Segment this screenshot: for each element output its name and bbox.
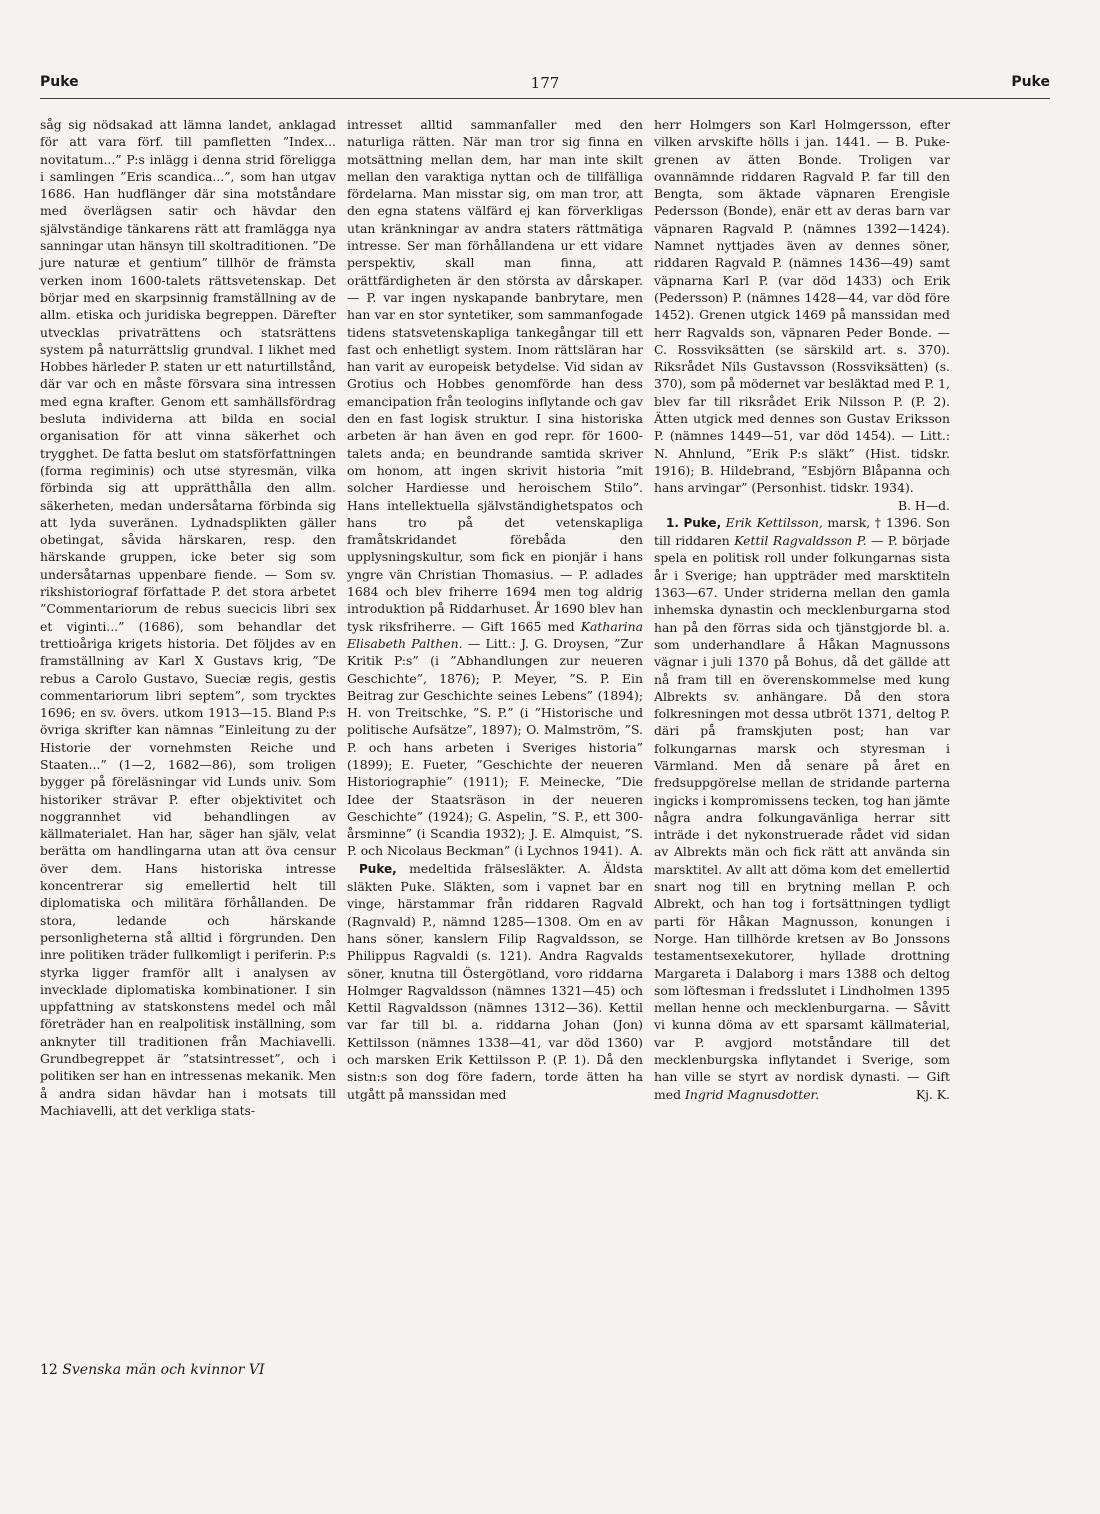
entry-erik-intro: marsk, † 1396. Son till riddaren — [654, 514, 950, 549]
running-head-left: Puke — [40, 74, 79, 90]
column-1-text: såg sig nödsakad att lämna landet, anklagad för att vara förf. till pamfletten ”Index... novitatum...” P:s inlägg i denna strid föreligga i samlingen ”Eris scandica...”, som han utgav 1686. Han hudflänger där sina motståndare med överlägsen satir och hävdar den självständige tänkarens rätt att framlägga nya sanningar utan hänsyn till skoltraditionen. ”De jure naturæ et gentium” tillhör de främsta verken inom 1600-talets rättsvetenskap. Det börjar med en skarpsinnig framställning av de allm. etiska och juridiska begreppen. Därefter utvecklas privaträttens och statsrättens system på naturrättslig grundval. I likhet med Hobbes härleder P. staten ur ett naturtillstånd, där var och en måste försvara sina intressen med egna krafter. Genom ett samhällsfördrag besluta individerna att bilda en social organisation för att vinna säkerhet och trygghet. De fatta beslut om statsförfattningen (forma regiminis) och utse styresmän, vilka förbinda sig att upprätthålla den allm. säkerheten, medan undersåtarna förbinda sig att lyda suveränen. Lydnadsplikten gäller obetingat, såvida härskaren, resp. den härskande gruppen, icke beter sig som undersåtarnas uppenbare fiende. — Som sv. rikshistoriograf författade P. det stora arbetet ”Commentariorum de rebus suecicis libri sex et viginti...” (1686), som behandlar det trettioåriga krigets historia. Det följdes av en framställning av Karl X Gustavs krig, ”De rebus a Carolo Gustavo, Sueciæ regis, gestis commentariorum libri septem”, som trycktes 1696; en sv. övers. utkom 1913—15. Bland P:s övriga skrifter kan nämnas ”Einleitung zu der Historie der vornehmsten Reiche und Staaten...” (1—2, 1682—86), som troligen bygger på föreläsningar vid Lunds univ. Som historiker strävar P. efter objektivitet och noggrannhet vid behandlingen av källmaterialet. Han har, säger han själv, velat berätta om handlingarna utan att öva censur över dem. Hans historiska intresse koncentrerar sig emellertid helt till diplomatiska och militära förhållanden. De stora, ledande och härskande personligheterna stå alltid i förgrunden. Den inre politiken träder fullkomligt i periferin. P:s styrka ligger framför allt i analysen av invecklade diplomatiska kombinationer. I sin uppfattning av statskonstens medel och mål företräder han en realpolitisk inställning, som anknyter till traditionen från Machiavelli. Grundbegreppet är ”statsintresset”, och i politiken ser han en intressenas mekanik. Men å andra sidan hävdar han i motsats till Machiavelli, att det verkliga stats- — [40, 117, 336, 1118]
entry-puke-family-text: medeltida frälsesläkter. A. Äldsta släkten Puke. Släkten, som i vapnet bar en vinge, härstammar från riddaren Ragvald (Ragnvald) P., nämnd 1285—1308. Om en av hans söner, kanslern Filip Ragvaldsson, se Philippus Ragvaldi (s. 121). Andra Ragvalds söner, knutna till Östergötland, voro riddarna Holmger Ragvaldsson (nämnes 1321—45) och Kettil Ragvaldsson (nämnes 1312—36). Kettil var far till bl. a. riddarna Johan (Jon) Kettilsson (nämnes 1338—41, var död 1360) och marsken Erik Kettilsson P. (P. 1). Då den sistn:s son dog före fadern, torde ätten ha utgått på manssidan med — [347, 860, 643, 1102]
entry-erik-father: Kettil Ragvaldsson P. — [734, 533, 867, 549]
entry-erik-head: Puke, — [683, 515, 722, 530]
footer-title: Svenska män och kvinnor VI — [62, 1362, 265, 1378]
pufendorf-text: intresset alltid sammanfaller med den naturliga rätten. När man tror sig finna en motsättning mellan dem, har man inte skilt mellan den varaktiga nyttan och de tillfälliga fördelarna. Man misstar sig, om man tror, att den egna statens välfärd ej kan förverkligas utan kränkningar av andra staters rättmätiga intresse. Ser man förhållandena ur ett vidare perspektiv, skall man finna, att orättfärdigheten är den största av dårskaper. — P. var ingen nyskapande banbrytare, men han var en stor syntetiker, som sammanfogade tidens statsvetenskapliga tankegångar till ett fast och enhetligt system. Inom rättsläran har han varit av europeisk betydelse. Vid sidan av Grotius och Hobbes genomförde han dess emancipation från teologins inflytande och gav den en fast logisk struktur. I sina historiska arbeten är han även en god repr. för 1600-talets anda; en beundrande samtida skriver om honom, att ingen skrivit historia ”mit solcher Hardiesse und heroischem Stilo”. Hans intellektuella självständighetspatos och hans tro på det vetenskapliga framåtskridandet förebåda den upplysningskultur, som fick en pionjär i hans yngre vän Christian Thomasius. — P. adlades 1684 och blev friherre 1694 men tog aldrig introduktion på Riddarhuset. År 1690 blev han tysk riksfriherre. — Gift 1665 med — [347, 117, 643, 634]
footer-number: 12 — [40, 1362, 58, 1378]
pufendorf-continuation — [347, 116, 643, 860]
pufendorf-signature: A. — [630, 843, 643, 859]
column-3 — [654, 116, 950, 1103]
puke-family-signature: B. H—d. — [897, 497, 950, 513]
entry-erik-kettilsson — [654, 514, 950, 1103]
entry-puke-family — [347, 860, 643, 1103]
column-1 — [40, 116, 336, 1119]
entry-number: 1. — [666, 515, 679, 530]
footer — [40, 1362, 265, 1378]
pufendorf-wife: Katharina Elisabeth Palthen. — [347, 618, 643, 651]
running-head — [40, 74, 1050, 99]
column-2 — [347, 116, 643, 1103]
pufendorf-literature: — Litt.: J. G. Droysen, ”Zur Kritik P:s” (i ”Abhandlungen zur neueren Geschichte”, 1876); P. Meyer, ”S. P. Ein Beitrag zur Geschichte seines Lebens” (1894); H. von Treitschke, ”S. P.” (i ”Historische und politische Aufsätze”, 1897); O. Malmström, ”S. P. och hans arbeten i Sveriges historia” (1899); E. Fueter, ”Geschichte der neueren Historiographie” (1911); F. Meinecke, ”Die Idee der Staatsräson in der neueren Geschichte” (1924); G. Aspelin, ”S. P., ett 300-årsminne” (i Scandia 1932); J. E. Almquist, ”S. P. och Nicolaus Beckman” (i Lychnos 1941). — [347, 635, 643, 859]
entry-erik-signature: Kj. K. — [915, 1086, 950, 1102]
entry-erik-name: Erik Kettilsson, — [725, 514, 823, 530]
puke-family-text: herr Holmgers son Karl Holmgersson, efter vilken arvskifte hölls i jan. 1441. — B. Puke-grenen av ätten Bonde. Troligen var ovannämnde riddaren Ragvald P. far till den Bengta, som äktade väpnaren Erengisle Pedersson (Bonde), enär ett av deras barn var väpnaren Ragvald P. (nämnes 1392—1424). Namnet nyttjades även av dennes söner, riddaren Ragvald P. (nämnes 1436—49) samt väpnarna Karl P. (var död 1433) och Erik (Pedersson) P. (nämnes 1428—44, var död före 1452). Grenen utgick 1469 på manssidan med herr Ragvalds son, väpnaren Peder Bonde. — C. Rossviksätten (se särskild art. s. 370). Riksrådet Nils Gustavsson (Rossviksätten) (s. 370), som på mödernet var besläktad med P. 1, blev far till riksrådet Erik Nilsson P. (P. 2). Ätten utgick med dennes son Gustav Eriksson P. (nämnes 1449—51, var död 1454). — Litt.: N. Ahnlund, ”Erik P:s släkt” (Hist. tidskr. 1916); B. Hildebrand, ”Esbjörn Blåpanna och hans arvingar” (Personhist. tidskr. 1934). — [654, 117, 950, 496]
entry-erik-text: — P. började spela en politisk roll under folkungarnas sista år i Sverige; han uppträder med marsktiteln 1363—67. Under striderna mellan den gamla inhemska dynastin och mecklenburgarna stod han på den förras sida och tjänstgjorde bl. a. som underhandlare å Håkan Magnussons vägnar i juli 1370 på Bohus, då det gällde att nå fram till en överenskommelse med kung Albrekts sv. anhängare. Då den stora folkresningen mot dessa utbröt 1371, deltog P. däri på framskjuten post; han var folkungarnas marsk och styresman i Värmland. Men då senare på året en fredsuppgörelse mellan de stridande parterna ingicks i kompromissens tecken, tog han jämte några andra folkungavänliga herrar sitt inträde i det nykonstruerade rådet vid sidan av Albrekts män och fick rätt att använda sin marsktitel. Av allt att döma kom det emellertid snart nog till en brytning mellan P. och Albrekt, och han tog i fortsättningen tydligt parti för Håkan Magnusson, konungen i Norge. Han tillhörde kretsen av Bo Jonssons testamentsexekutorer, hyllade drottning Margareta i Dalaborg i mars 1388 och deltog som löftesman i fredsslutet i Lindholmen 1395 mellan henne och mecklenburgarna. — Såvitt vi kunna döma av ett sparsamt källmaterial, var P. avgjord motståndare till det mecklenburgska inflytandet i Sverige, som han ville se styrt av nordisk dynasti. — Gift med — [654, 533, 950, 1102]
entry-erik-wife: Ingrid Magnusdotter. — [684, 1086, 820, 1102]
puke-family-continuation — [654, 116, 950, 513]
entry-puke-family-head: Puke, — [359, 861, 397, 876]
running-head-right: Puke — [1011, 74, 1050, 90]
page-number: 177 — [530, 74, 560, 92]
